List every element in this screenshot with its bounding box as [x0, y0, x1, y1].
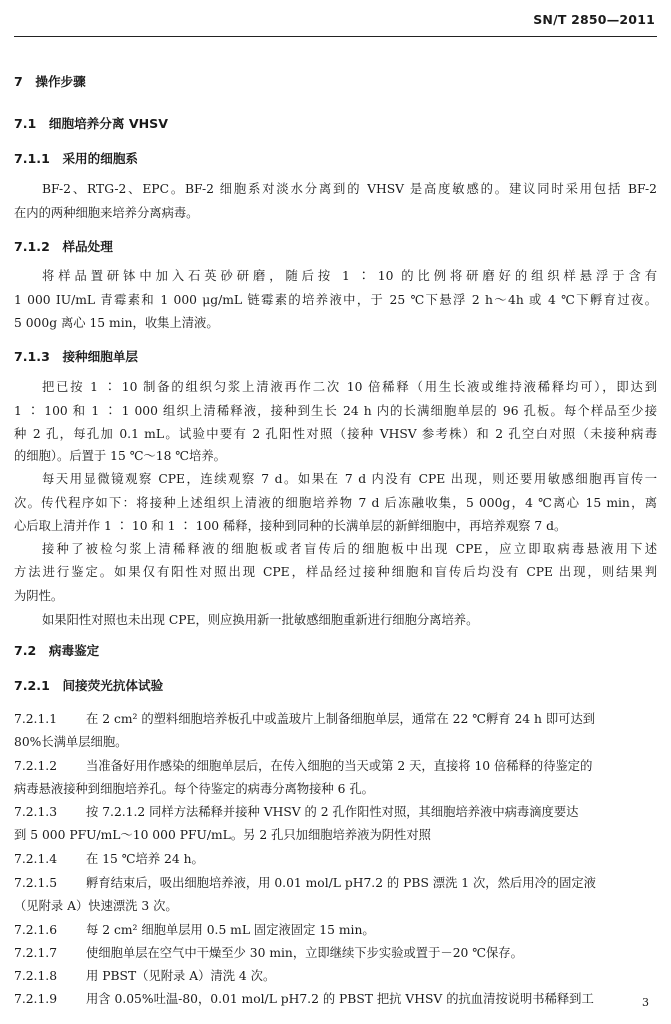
heading-7-1: 7.1 细胞培养分离 VHSV	[14, 116, 168, 131]
step-text: 使细胞单层在空气中干燥至少 30 min，立即继续下步实验或置于－20 ℃保存。	[86, 946, 523, 960]
step-number: 7.2.1.8	[14, 969, 58, 983]
step-number: 7.2.1.9	[14, 992, 58, 1006]
paragraph-line: 每天用显微镜观察 CPE，连续观察 7 d。如果在 7 d 内没有 CPE 出现，则还要用敏感细胞再盲传一	[42, 472, 657, 486]
step-text: 在 15 ℃培养 24 h。	[86, 852, 204, 866]
paragraph-line: 在内的两种细胞来培养分离病毒。	[14, 206, 199, 220]
paragraph-line: 1 000 IU/mL 青霉素和 1 000 μg/mL 链霉素的培养液中，于 25 ℃下悬浮 2 h～4h 或 4 ℃下孵育过夜。	[14, 293, 657, 307]
step-text: 当准备好用作感染的细胞单层后，在传入细胞的当天或第 2 天，直接将 10 倍稀释的待鉴定的	[86, 759, 593, 773]
paragraph-line: 为阴性。	[14, 589, 64, 603]
standard-code: SN/T 2850—2011	[533, 12, 655, 27]
paragraph-line: 把已按 1 ∶ 10 制备的组织匀浆上清液再作二次 10 倍稀释（用生长液或维持液稀释均可），即达到	[42, 380, 657, 394]
heading-7: 7 操作步骤	[14, 74, 86, 89]
step-text: 按 7.2.1.2 同样方法稀释并接种 VHSV 的 2 孔作阳性对照，其细胞培养液中病毒滴度要达	[86, 805, 579, 819]
step-7-2-1-3	[14, 803, 657, 822]
step-number: 7.2.1.6	[14, 923, 58, 937]
step-7-2-1-7	[14, 944, 657, 963]
paragraph-line: BF-2、RTG-2、EPC。BF-2 细胞系对淡水分离到的 VHSV 是高度敏感的。建议同时采用包括 BF-2	[42, 182, 657, 196]
heading-7-1-1: 7.1.1 采用的细胞系	[14, 151, 139, 166]
step-text: 孵育结束后，吸出细胞培养液，用 0.01 mol/L pH7.2 的 PBS 漂洗 1 次，然后用冷的固定液	[86, 876, 596, 890]
step-continuation: 病毒悬液接种到细胞培养孔。每个待鉴定的病毒分离物接种 6 孔。	[14, 782, 374, 796]
step-number: 7.2.1.1	[14, 712, 58, 726]
step-number: 7.2.1.7	[14, 946, 58, 960]
heading-7-1-3: 7.1.3 接种细胞单层	[14, 349, 139, 364]
header-rule	[14, 36, 657, 37]
step-number: 7.2.1.3	[14, 805, 58, 819]
step-7-2-1-2	[14, 757, 657, 776]
step-7-2-1-9	[14, 990, 631, 1009]
step-text: 每 2 cm² 细胞单层用 0.5 mL 固定液固定 15 min。	[86, 923, 375, 937]
heading-7-2-1: 7.2.1 间接荧光抗体试验	[14, 678, 164, 693]
step-7-2-1-6	[14, 921, 657, 940]
step-7-2-1-8	[14, 967, 657, 986]
heading-7-1-2: 7.1.2 样品处理	[14, 239, 113, 254]
step-number: 7.2.1.4	[14, 852, 58, 866]
step-7-2-1-5	[14, 874, 657, 893]
step-continuation: （见附录 A）快速漂洗 3 次。	[14, 899, 178, 913]
paragraph-line: 心后取上清并作 1 ∶ 10 和 1 ∶ 100 稀释，接种到同种的长满单层的新鲜细胞中，再培养观察 7 d。	[14, 519, 567, 533]
paragraph-line: 将样品置研钵中加入石英砂研磨，随后按 1 ∶ 10 的比例将研磨好的组织样悬浮于含有	[42, 269, 657, 283]
heading-7-2: 7.2 病毒鉴定	[14, 643, 100, 658]
step-7-2-1-1	[14, 710, 657, 729]
page-number: 3	[642, 996, 649, 1009]
step-number: 7.2.1.5	[14, 876, 58, 890]
step-text: 在 2 cm² 的塑料细胞培养板孔中或盖玻片上制备细胞单层，通常在 22 ℃孵育 24 h 即可达到	[86, 712, 596, 726]
paragraph-line: 种 2 孔，每孔加 0.1 mL。试验中要有 2 孔阳性对照（接种 VHSV 参考株）和 2 孔空白对照（未接种病毒	[14, 427, 657, 441]
step-continuation: 到 5 000 PFU/mL～10 000 PFU/mL。另 2 孔只加细胞培养液为阴性对照	[14, 828, 431, 842]
paragraph-line: 如果阳性对照也未出现 CPE，则应换用新一批敏感细胞重新进行细胞分离培养。	[42, 613, 479, 627]
paragraph-line: 接种了被检匀浆上清稀释液的细胞板或者盲传后的细胞板中出现 CPE，应立即取病毒悬液用下述	[42, 542, 657, 556]
step-7-2-1-4	[14, 850, 657, 869]
step-continuation: 80%长满单层细胞。	[14, 735, 128, 749]
paragraph-line: 次。传代程序如下：将接种上述组织上清液的细胞培养物 7 d 后冻融收集，5 000g，4 ℃离心 15 min，离	[14, 496, 657, 510]
paragraph-line: 的细胞）。后置于 15 ℃～18 ℃培养。	[14, 449, 226, 463]
paragraph-line: 方法进行鉴定。如果仅有阳性对照出现 CPE，样品经过接种细胞和盲传后均没有 CPE 出现，则结果判	[14, 565, 657, 579]
paragraph-line: 1 ∶ 100 和 1 ∶ 1 000 组织上清稀释液，接种到生长 24 h 内的长满细胞单层的 96 孔板。每个样品至少接	[14, 404, 657, 418]
step-number: 7.2.1.2	[14, 759, 58, 773]
step-text: 用 PBST（见附录 A）清洗 4 次。	[86, 969, 276, 983]
step-text: 用含 0.05%吐温-80，0.01 mol/L pH7.2 的 PBST 把抗 VHSV 的抗血清按说明书稀释到工	[86, 992, 594, 1006]
paragraph-line: 5 000g 离心 15 min，收集上清液。	[14, 316, 219, 330]
